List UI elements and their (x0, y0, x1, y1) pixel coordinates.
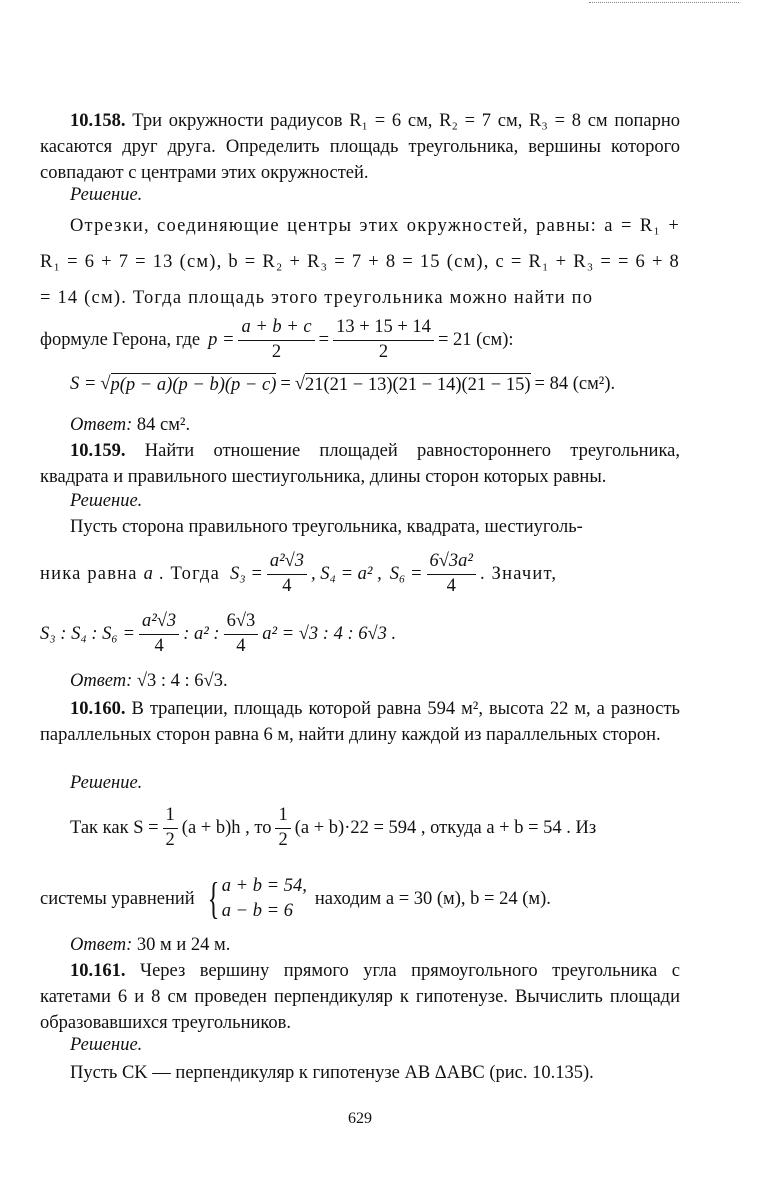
problem-10-160 (40, 696, 680, 748)
trapezoid-equation-line: Так как S = $\frac{1}{2}$ (a + b)h , то $\frac{1}{2}$ (a + b)·22 = 594 , откуда a + b = 54 . Из (70, 805, 597, 850)
solution-text: Пусть CK — перпендикуляр к гипотенузе AB ΔABC (рис. 10.135). (70, 1063, 594, 1083)
equation-system: { a + b = 54, a − b = 6 (207, 874, 307, 923)
fraction: $\frac{\text{a²√3}}{4}$ (267, 551, 307, 597)
area-result: = 84 (см²). (534, 373, 616, 394)
brace-icon: { (207, 874, 220, 923)
radical: 21(21 − 13)(21 − 14)(21 − 15) (305, 374, 531, 395)
fraction: $\frac{6√3}{4}$ (224, 611, 259, 657)
problem-10-159 (40, 438, 680, 490)
page-number: 629 (348, 1110, 372, 1127)
heron-result: = 21 (см): (437, 329, 514, 350)
answer-label: Ответ: (70, 935, 133, 955)
fraction: $\frac{\text{6√3a²}}{4}$ (427, 551, 476, 597)
top-edge-marks (589, 2, 739, 6)
answer-value: 84 см². (136, 415, 191, 435)
fraction: $\frac{a + b + c}{2}$ (238, 317, 314, 363)
system-line: системы уравнений { a + b = 54, a − b = 6 находим a = 30 (м), b = 24 (м). (40, 874, 551, 923)
areas-line: ника равна a . Тогда S₃ = $\frac{\text{a²√3}}{4}$ , S₄ = a² , S₆ = $\frac{\text{6√3a²}}{4}$ . Значит, (40, 551, 558, 596)
problem-number: 10.160. (70, 699, 126, 719)
answer-10-158 (40, 412, 680, 438)
answer-10-159 (40, 668, 680, 694)
fraction: $\frac{1}{2}$ (163, 805, 178, 851)
problem-text: Три окружности радиусов R₁ = 6 см, R₂ = 7 см, R₃ = 8 см попарно касаются друг друга. Определить площадь треугольника, вершины которого совпадают с центрами этих окружностей. (40, 111, 681, 183)
ratio-line: S₃ : S₄ : S₆ = $\frac{\text{a²√3}}{4}$ : a² : $\frac{6√3}{4}$ a² = √3 : 4 : 6√3 . (40, 611, 397, 656)
problem-text: В трапеции, площадь которой равна 594 м², высота 22 м, а разность параллельных сторон равна 6 м, найти длину каждой из параллельных сторон. (40, 699, 680, 745)
solution-label: Решение. (70, 773, 143, 793)
solution-label: Решение. (70, 185, 143, 205)
problem-text: Найти отношение площадей равностороннего треугольника, квадрата и правильного шестиугольника, длины сторон которых равны. (40, 441, 680, 487)
solution-label: Решение. (70, 1035, 143, 1055)
area-formula-line: S = √ p(p − a)(p − b)(p − c) = √ 21(21 − 13)(21 − 14)(21 − 15) = 84 (см²). (70, 373, 616, 395)
fraction: $\frac{\text{a²√3}}{4}$ (139, 611, 179, 657)
problem-number: 10.159. (70, 441, 126, 461)
problem-10-158 (40, 108, 680, 186)
heron-p: p = (208, 329, 235, 350)
answer-value: 30 м и 24 м. (136, 935, 231, 955)
heron-formula-line: формуле Герона, где p = $\frac{a + b + c}{2}$ = $\frac{13 + 15 + 14}{2}$ = 21 (см): (40, 317, 514, 362)
answer-label: Ответ: (70, 415, 133, 435)
problem-number: 10.158. (70, 111, 126, 131)
problem-text: Через вершину прямого угла прямоугольного треугольника с катетами 6 и 8 см проведен перпендикуляр к гипотенузе. Вычислить площади образовавшихся треугольников. (40, 961, 680, 1033)
problem-10-161 (40, 958, 680, 1036)
area-lhs: S = (70, 373, 97, 394)
heron-prefix: формуле Герона, где (40, 329, 201, 350)
book-page (40, 100, 680, 1160)
answer-10-160 (40, 932, 680, 958)
solution-line: Пусть сторона правильного треугольника, квадрата, шестиуголь- (70, 517, 583, 537)
answer-value: √3 : 4 : 6√3. (136, 671, 228, 691)
solution-label: Решение. (70, 491, 143, 511)
answer-label: Ответ: (70, 671, 133, 691)
solution-text: Отрезки, соединяющие центры этих окружностей, равны: a = R₁ + R₁ = 6 + 7 = 13 (см), b = R₂ + R₃ = 7 + 8 = 15 (см), c = R₁ + R₃ = = 6 + 8 = 14 (см). Тогда площадь этого треугольника можно найти по (40, 216, 680, 308)
radical: p(p − a)(p − b)(p − c) (110, 374, 277, 395)
problem-number: 10.161. (70, 961, 126, 981)
fraction: $\frac{13 + 15 + 14}{2}$ (333, 317, 434, 363)
fraction: $\frac{1}{2}$ (275, 805, 290, 851)
